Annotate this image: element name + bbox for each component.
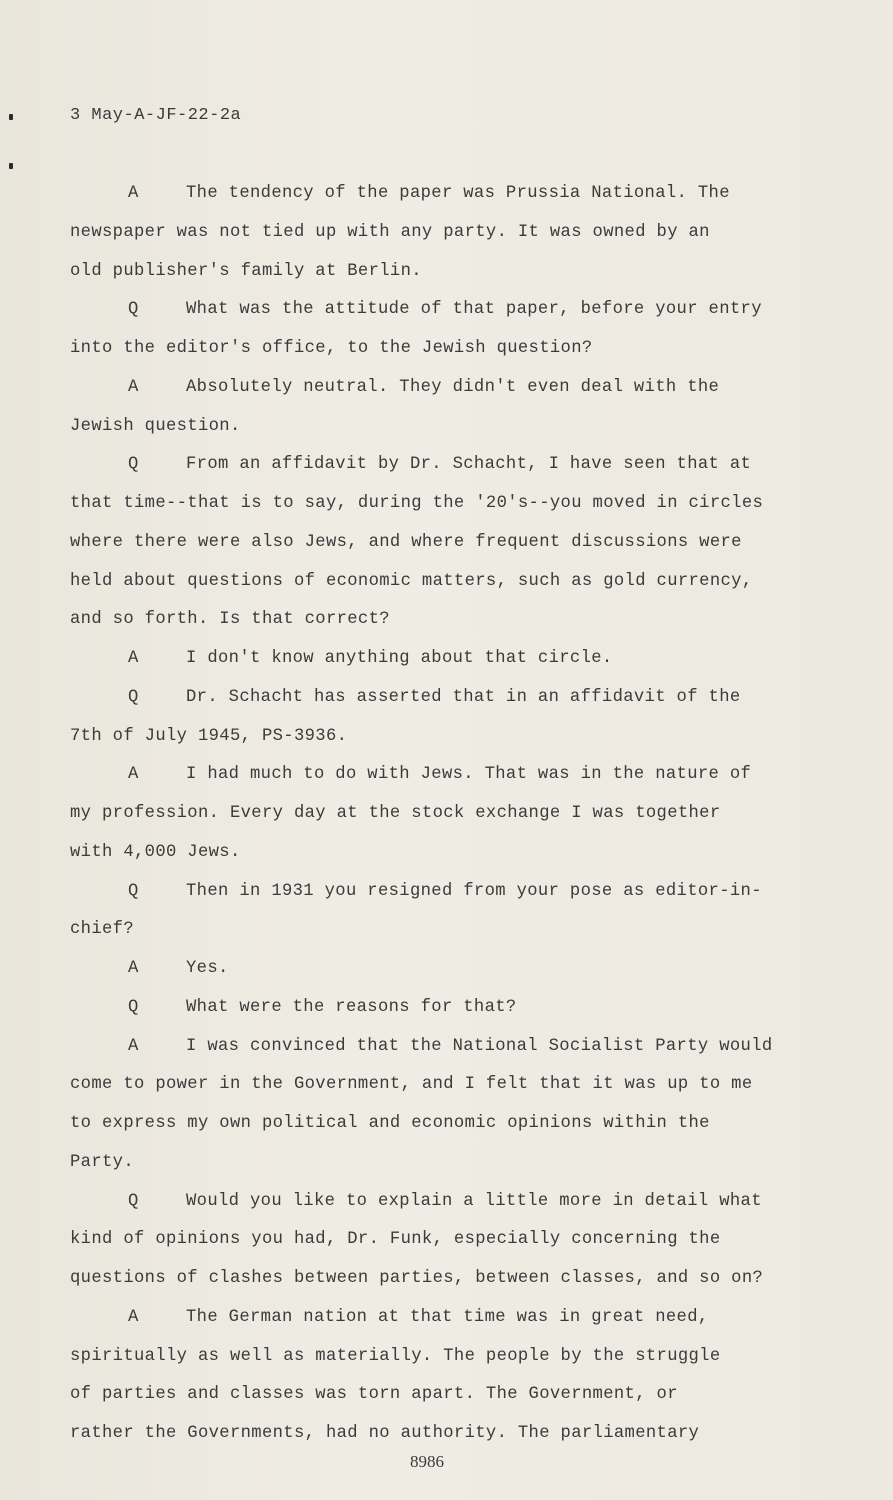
speaker-label: Q <box>128 1191 139 1211</box>
line-text: Yes. <box>186 959 229 978</box>
line-text: questions of clashes between parties, between classes, and so on? <box>70 1269 764 1288</box>
transcript-line <box>70 1385 830 1404</box>
transcript-line <box>128 378 888 397</box>
transcript-line <box>70 1347 830 1366</box>
line-text: I had much to do with Jews. That was in the nature of <box>186 765 752 785</box>
transcript-line <box>128 959 888 978</box>
line-text: of parties and classes was torn apart. The Government, or <box>70 1385 678 1405</box>
transcript-line <box>70 1424 830 1443</box>
speaker-label: A <box>128 959 139 978</box>
line-text: my profession. Every day at the stock exchange I was together <box>70 804 721 823</box>
speaker-label: Q <box>128 300 139 320</box>
margin-mark <box>9 163 13 169</box>
line-text: I was convinced that the National Socialist Party would <box>186 1036 773 1056</box>
speaker-label: Q <box>128 687 139 707</box>
transcript-line <box>70 572 830 591</box>
line-text: with 4,000 Jews. <box>70 842 241 862</box>
transcript-line <box>70 1114 830 1133</box>
speaker-label: A <box>128 377 139 397</box>
transcript-line <box>70 843 830 862</box>
transcript-line <box>128 882 888 901</box>
speaker-label: A <box>128 765 139 785</box>
line-text: I don't know anything about that circle. <box>186 649 613 668</box>
transcript-line <box>70 533 830 552</box>
line-text: Would you like to explain a little more in detail what <box>186 1191 762 1211</box>
transcript-line <box>70 920 830 939</box>
line-text: Then in 1931 you resigned from your pose as editor-in- <box>186 881 762 901</box>
line-text: spiritually as well as materially. The people by the struggle <box>70 1346 721 1366</box>
line-text: and so forth. Is that correct? <box>70 610 390 630</box>
transcript-line <box>70 1269 830 1288</box>
transcript-line <box>128 1192 888 1211</box>
margin-mark <box>9 114 13 120</box>
document-header: 3 May-A-JF-22-2a <box>70 106 242 125</box>
transcript-line <box>70 1153 830 1172</box>
line-text: kind of opinions you had, Dr. Funk, especially concerning the <box>70 1230 721 1250</box>
transcript-line <box>70 727 830 746</box>
line-text: Jewish question. <box>70 416 241 436</box>
line-text: come to power in the Government, and I felt that it was up to me <box>70 1075 753 1095</box>
line-text: The tendency of the paper was Prussia National. The <box>186 184 730 203</box>
transcript-line <box>70 417 830 436</box>
line-text: to express my own political and economic opinions within the <box>70 1114 710 1133</box>
transcript-line <box>70 804 830 823</box>
transcript-line <box>70 1075 830 1094</box>
line-text: chief? <box>70 920 134 940</box>
speaker-label: Q <box>128 997 139 1017</box>
speaker-label: A <box>128 184 139 203</box>
speaker-label: A <box>128 1307 139 1327</box>
transcript-line <box>70 262 830 281</box>
line-text: The German nation at that time was in great need, <box>186 1307 709 1327</box>
line-text: Party. <box>70 1152 134 1172</box>
transcript-line <box>128 1037 888 1056</box>
speaker-label: Q <box>128 455 139 475</box>
transcript-line <box>128 300 888 319</box>
transcript-line <box>128 649 888 668</box>
line-text: From an affidavit by Dr. Schacht, I have seen that at <box>186 455 752 475</box>
line-text: What was the attitude of that paper, before your entry <box>186 300 762 320</box>
transcript-line <box>128 765 888 784</box>
transcript-line <box>70 494 830 513</box>
line-text: held about questions of economic matters, such as gold currency, <box>70 571 753 591</box>
page-number: 8986 <box>410 1452 444 1471</box>
transcript-line <box>128 455 888 474</box>
line-text: where there were also Jews, and where frequent discussions were <box>70 532 742 552</box>
transcript-line <box>128 688 888 707</box>
transcript-line <box>70 339 830 358</box>
transcript-line <box>70 223 830 242</box>
transcript-line <box>70 1230 830 1249</box>
line-text: old publisher's family at Berlin. <box>70 261 422 281</box>
line-text: 7th of July 1945, PS-3936. <box>70 726 348 746</box>
transcript-line <box>70 610 830 629</box>
transcript-line <box>128 998 888 1017</box>
transcript-line <box>128 1308 888 1327</box>
line-text: Dr. Schacht has asserted that in an affidavit of the <box>186 687 741 707</box>
line-text: Absolutely neutral. They didn't even deal with the <box>186 377 720 397</box>
speaker-label: Q <box>128 881 139 901</box>
speaker-label: A <box>128 649 139 668</box>
transcript-line <box>128 184 888 203</box>
line-text: What were the reasons for that? <box>186 997 517 1017</box>
line-text: that time--that is to say, during the '20's--you moved in circles <box>70 494 764 513</box>
line-text: into the editor's office, to the Jewish question? <box>70 339 593 358</box>
speaker-label: A <box>128 1036 139 1056</box>
line-text: newspaper was not tied up with any party. It was owned by an <box>70 222 710 242</box>
line-text: rather the Governments, had no authority. The parliamentary <box>70 1424 700 1443</box>
